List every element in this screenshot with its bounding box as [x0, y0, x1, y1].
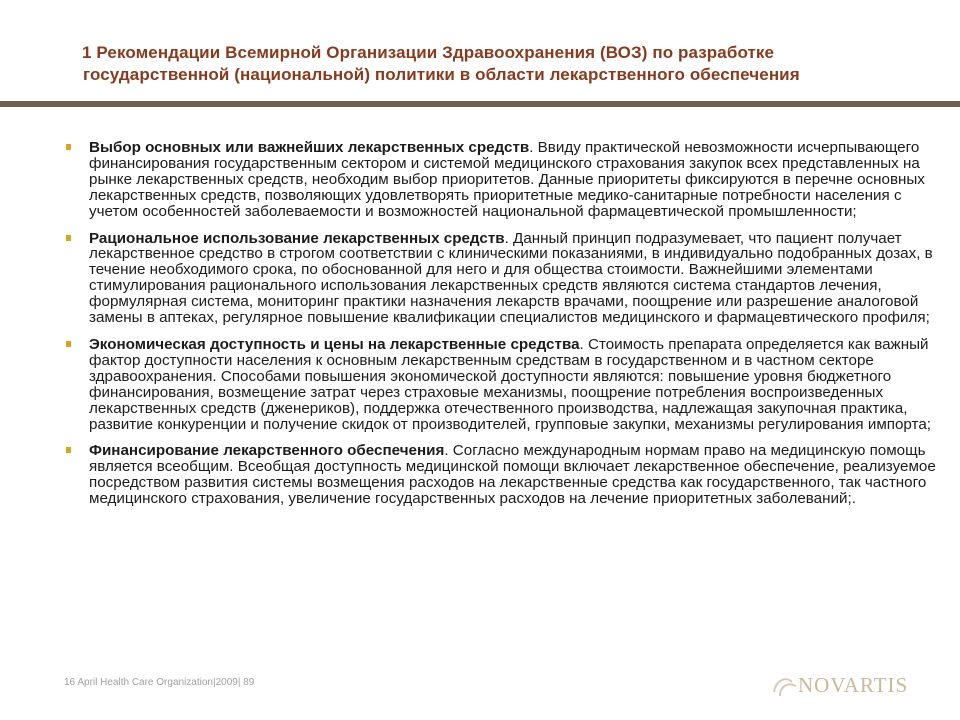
- item-body: . Ввиду практической невозможности исчерпывающего финансирования государственным сектором и системой медицинского страхования закупок всех представленных на рынке лекарственных средств, необходим выбор приоритетов. Данные приоритеты фиксируются в перечне основных лекарственных средств, позволяющих удовлетворять приоритетные медико-санитарные потребности населения с учетом особенностей заболеваемости и возможностей национальной фармацевтической промышленности;: [89, 139, 925, 220]
- bullet-marker: [66, 447, 71, 453]
- slide-footer: 16 April Health Care Organization|2009| 89: [64, 677, 255, 688]
- list-item: [62, 337, 937, 432]
- logo-text: NOVARTIS: [798, 673, 909, 697]
- item-body: . Согласно международным нормам право на медицинскую помощь является всеобщим. Всеобщая доступность медицинской помощи включает лекарственное обеспечение, реализуемое посредством развития системы возмещения расходов на лекарственные средства как государственного, так частного медицинского страхования, увеличение государственных расходов на лечение приоритетных заболеваний;.: [89, 442, 936, 508]
- slide-title: [82, 42, 942, 86]
- item-heading: Экономическая доступность и цены на лекарственные средства: [89, 335, 580, 353]
- bullet-marker: [66, 235, 71, 241]
- list-item: [62, 231, 937, 326]
- item-body: . Данный принцип подразумевает, что пациент получает лекарственное средство в строгом соответствии с клиническими показаниями, в индивидуально подобранных дозах, в течение необходимого срока, по обоснованной для него и для общества стоимости. Важнейшими элементами стимулирования рационального использования лекарственных средств являются система стандартов лечения, формулярная система, мониторинг практики назначения лекарств врачами, поощрение или разрешение аналоговой замены в аптеках, регулярное повышение квалификации специалистов медицинского и фармацевтического профиля;: [89, 229, 933, 327]
- bullet-marker: [66, 144, 71, 150]
- novartis-logo: [768, 662, 938, 702]
- list-item: [62, 140, 937, 220]
- title-divider: [0, 101, 960, 107]
- bullet-list: [62, 140, 937, 518]
- item-heading: Рациональное использование лекарственных средств: [89, 229, 505, 247]
- slide-title-line-1: 1 Рекомендации Всемирной Организации Здравоохранения (ВОЗ) по разработке: [82, 43, 775, 62]
- item-heading: Выбор основных или важнейших лекарственных средств: [89, 139, 530, 156]
- bullet-marker: [66, 341, 71, 347]
- list-item: [62, 443, 937, 507]
- item-body: . Стоимость препарата определяется как важный фактор доступности населения к основным лекарственным средствам в государственном и в частном секторе здравоохранения. Способами повышения экономической доступности являются: повышение уровня бюджетного финансирования, возмещение затрат через страховые механизмы, поощрение потребления воспроизведенных лекарственных средств (дженериков), поддержка отечественного производства, надлежащая закупочная практика, развитие конкуренции и получение скидок от производителей, групповые закупки, механизмы регулирования импорта;: [89, 335, 931, 433]
- item-heading: Финансирование лекарственного обеспечения: [89, 442, 445, 460]
- slide-title-line-2: государственной (национальной) политики в области лекарственного обеспечения: [83, 65, 800, 84]
